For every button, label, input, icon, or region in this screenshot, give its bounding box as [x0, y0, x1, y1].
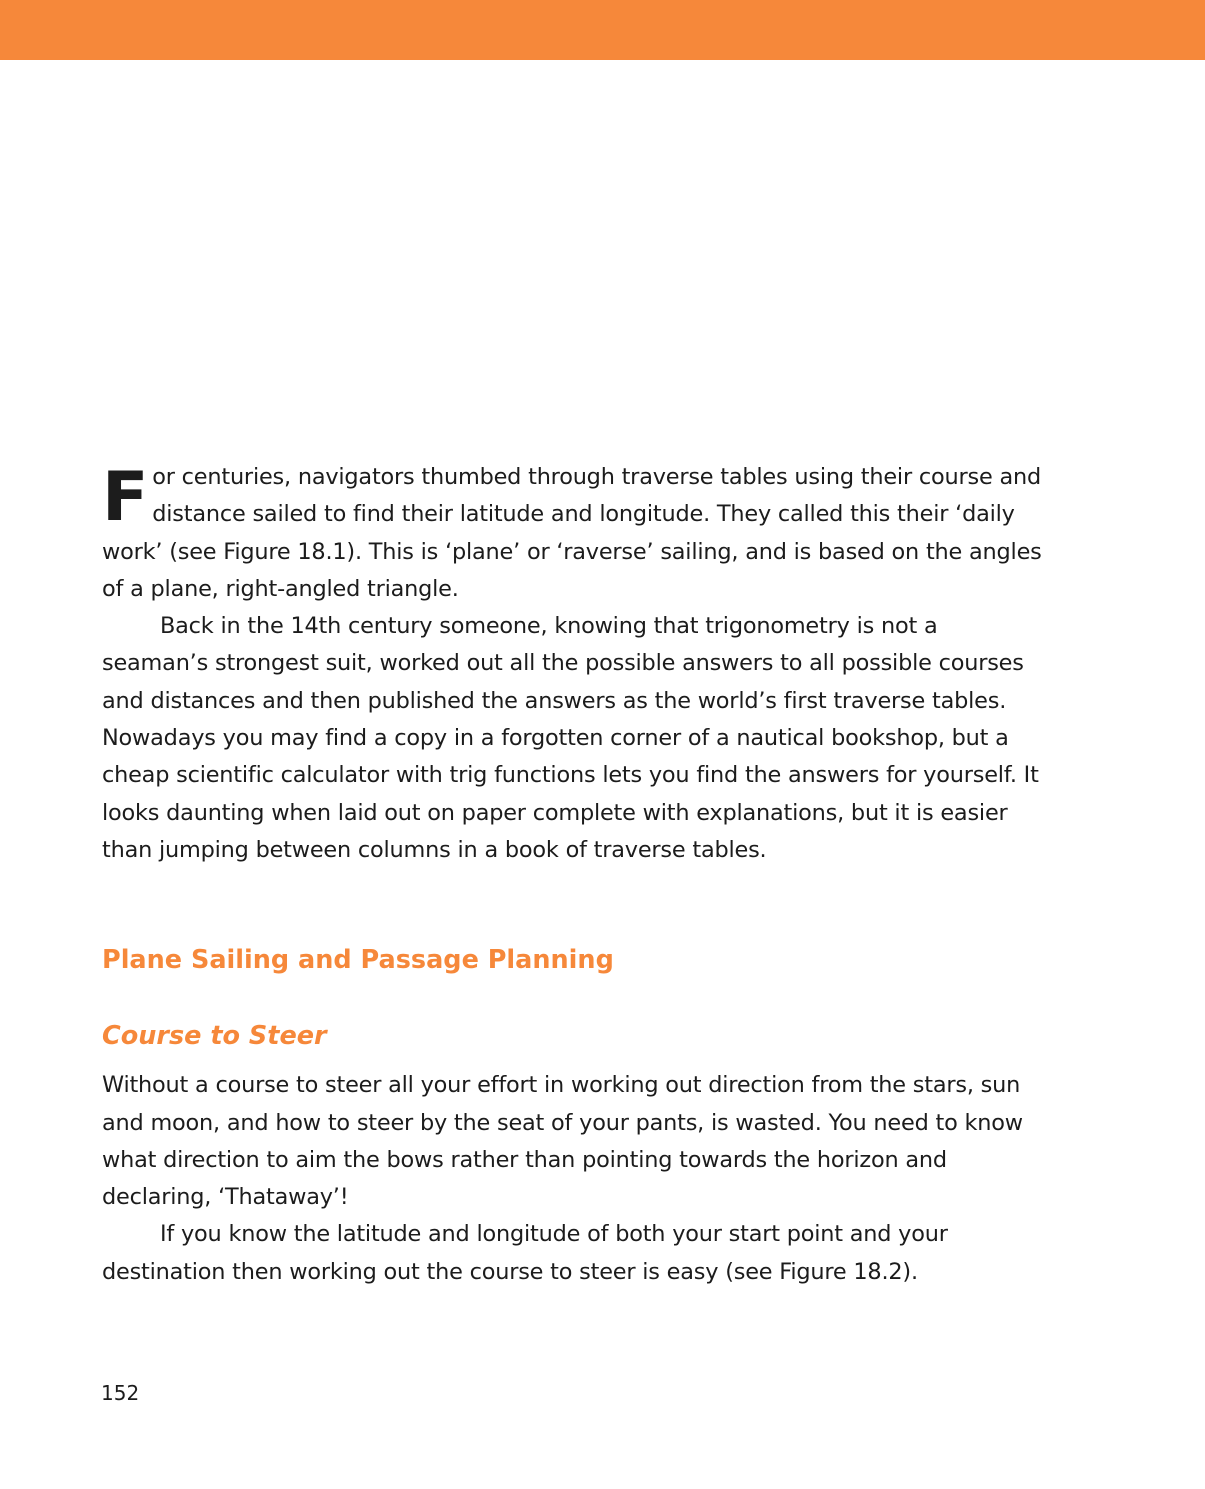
intro-paragraph-1 [102, 459, 1050, 608]
intro-paragraph-1-text: or centuries, navigators thumbed through traverse tables using their course and distance sailed to find their latitude and longitude. They called this their ‘daily work’ (see Figure 18.1). This is ‘plane’ or ‘raverse’ sailing, and is based on the angles of a plane, right-angled triangle. [102, 464, 1042, 602]
page-body [102, 459, 1050, 1291]
drop-cap: F [102, 458, 149, 537]
section-heading: Plane Sailing and Passage Planning [102, 945, 614, 976]
page-number: 152 [101, 1381, 140, 1405]
sub-heading: Course to Steer [102, 1021, 327, 1052]
intro-paragraph-2: Back in the 14th century someone, knowing that trigonometry is not a seaman’s strongest suit, worked out all the possible answers to all possible courses and distances and then published the answers as the world’s first traverse tables. Nowadays you may find a copy in a forgotten corner of a nautical bookshop, but a cheap scientific calculator with trig functions lets you find the answers for yourself. It looks daunting when laid out on paper complete with explanations, but it is easier than jumping between columns in a book of traverse tables. [102, 613, 1039, 863]
top-color-band [0, 0, 1205, 60]
section-paragraph-2: If you know the latitude and longitude of both your start point and your destination then working out the course to steer is easy (see Figure 18.2). [102, 1221, 948, 1285]
section-paragraph-1: Without a course to steer all your effort in working out direction from the stars, sun and moon, and how to steer by the seat of your pants, is wasted. You need to know what direction to aim the bows rather than pointing towards the horizon and declaring, ‘Thataway’! [102, 1072, 1023, 1211]
